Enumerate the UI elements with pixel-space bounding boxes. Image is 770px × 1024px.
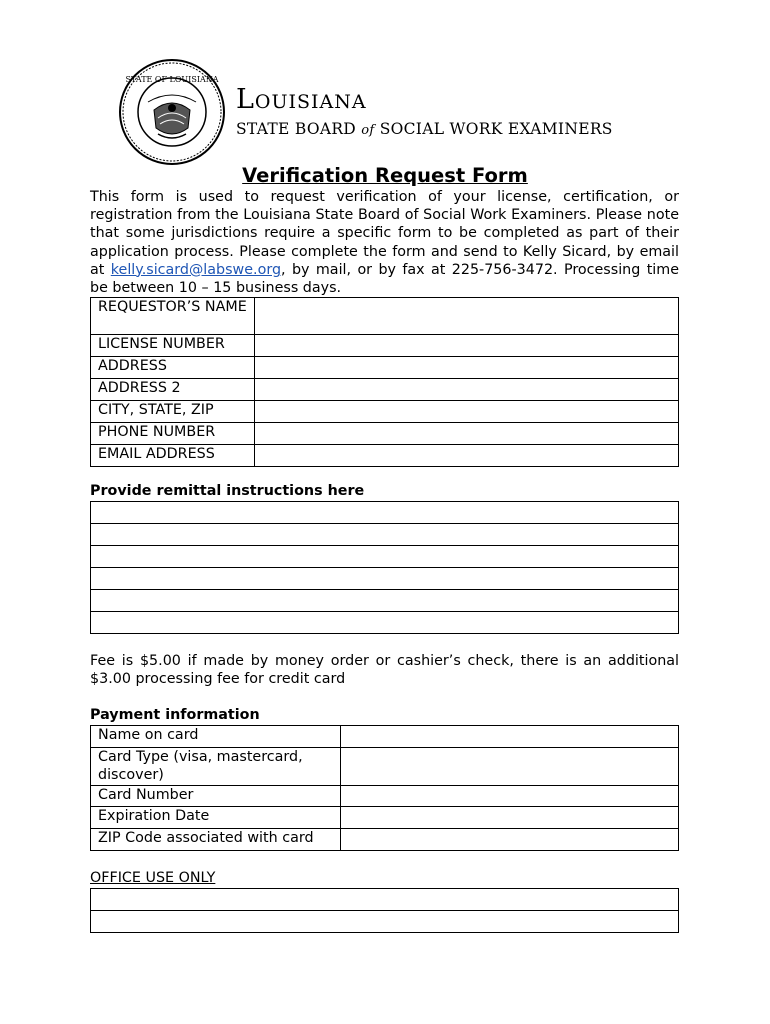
table-row (91, 911, 679, 933)
form-title: Verification Request Form (242, 164, 528, 187)
field-label: ADDRESS (91, 357, 255, 379)
address-2-field[interactable] (255, 379, 679, 401)
field-label: Card Type (visa, mastercard, discover) (91, 748, 341, 786)
table-row (91, 445, 679, 467)
table-row (91, 568, 679, 590)
field-label: REQUESTOR’S NAME (91, 298, 255, 335)
email-link[interactable]: kelly.sicard@labswe.org (110, 261, 282, 278)
field-label: ZIP Code associated with card (91, 829, 341, 851)
table-row (91, 546, 679, 568)
field-label: ADDRESS 2 (91, 379, 255, 401)
table-row (91, 357, 679, 379)
field-label: PHONE NUMBER (91, 423, 255, 445)
field-label: EMAIL ADDRESS (91, 445, 255, 467)
phone-number-field[interactable] (255, 423, 679, 445)
org-subtitle-pre: STATE BOARD (236, 120, 362, 138)
remittal-line[interactable] (91, 546, 679, 568)
email-address-field[interactable] (255, 445, 679, 467)
org-name: Louisiana (236, 84, 367, 115)
remittal-line[interactable] (91, 612, 679, 634)
name-on-card-field[interactable] (341, 726, 679, 748)
office-use-line[interactable] (91, 911, 679, 933)
svg-text:STATE OF LOUISIANA: STATE OF LOUISIANA (125, 75, 219, 84)
table-row (91, 612, 679, 634)
payment-label: Payment information (90, 707, 260, 723)
table-row (91, 379, 679, 401)
table-row (91, 786, 679, 807)
letterhead (118, 58, 678, 158)
table-row (91, 502, 679, 524)
org-subtitle-post: SOCIAL WORK EXAMINERS (374, 120, 613, 138)
table-row (91, 401, 679, 423)
payment-table (90, 725, 679, 851)
office-use-line[interactable] (91, 889, 679, 911)
office-use-label: OFFICE USE ONLY (90, 870, 216, 886)
remittal-line[interactable] (91, 590, 679, 612)
field-label: Name on card (91, 726, 341, 748)
city-state-zip-field[interactable] (255, 401, 679, 423)
table-row (91, 726, 679, 748)
field-label: CITY, STATE, ZIP (91, 401, 255, 423)
expiration-date-field[interactable] (341, 807, 679, 829)
license-number-field[interactable] (255, 335, 679, 357)
remittal-line[interactable] (91, 502, 679, 524)
table-row (91, 807, 679, 829)
table-row (91, 748, 679, 786)
table-row (91, 298, 679, 335)
table-row (91, 829, 679, 851)
table-row (91, 590, 679, 612)
org-subtitle (236, 120, 613, 138)
field-label: LICENSE NUMBER (91, 335, 255, 357)
card-number-field[interactable] (341, 786, 679, 807)
address-field[interactable] (255, 357, 679, 379)
card-type-field[interactable] (341, 748, 679, 786)
louisiana-state-seal-icon (118, 58, 226, 166)
office-use-table (90, 888, 679, 933)
intro-paragraph (90, 188, 679, 297)
table-row (91, 423, 679, 445)
intro-text-end: , by mail, or by fax at 225-756-3472. Processing time be between 10 – 15 business days. (90, 261, 679, 297)
table-row (91, 889, 679, 911)
remittal-table (90, 501, 679, 634)
remittal-line[interactable] (91, 524, 679, 546)
requestor-table (90, 297, 679, 467)
card-zip-code-field[interactable] (341, 829, 679, 851)
field-label: Card Number (91, 786, 341, 807)
intro-text: This form is used to request verification of your license, certification, or registration from the Louisiana State Board of Social Work Examiners. Please note that some jurisdictions require a specific form to be completed as part of their application process. Please complete the form and send to Kelly Sicard, by email at (90, 189, 679, 278)
remittal-line[interactable] (91, 568, 679, 590)
org-subtitle-of: of (361, 123, 375, 138)
table-row (91, 524, 679, 546)
requestor-name-field[interactable] (255, 298, 679, 335)
remittal-label: Provide remittal instructions here (90, 483, 365, 499)
field-label: Expiration Date (91, 807, 341, 829)
table-row (91, 335, 679, 357)
fee-paragraph: Fee is $5.00 if made by money order or cashier’s check, there is an additional $3.00 processing fee for credit card (90, 653, 679, 688)
